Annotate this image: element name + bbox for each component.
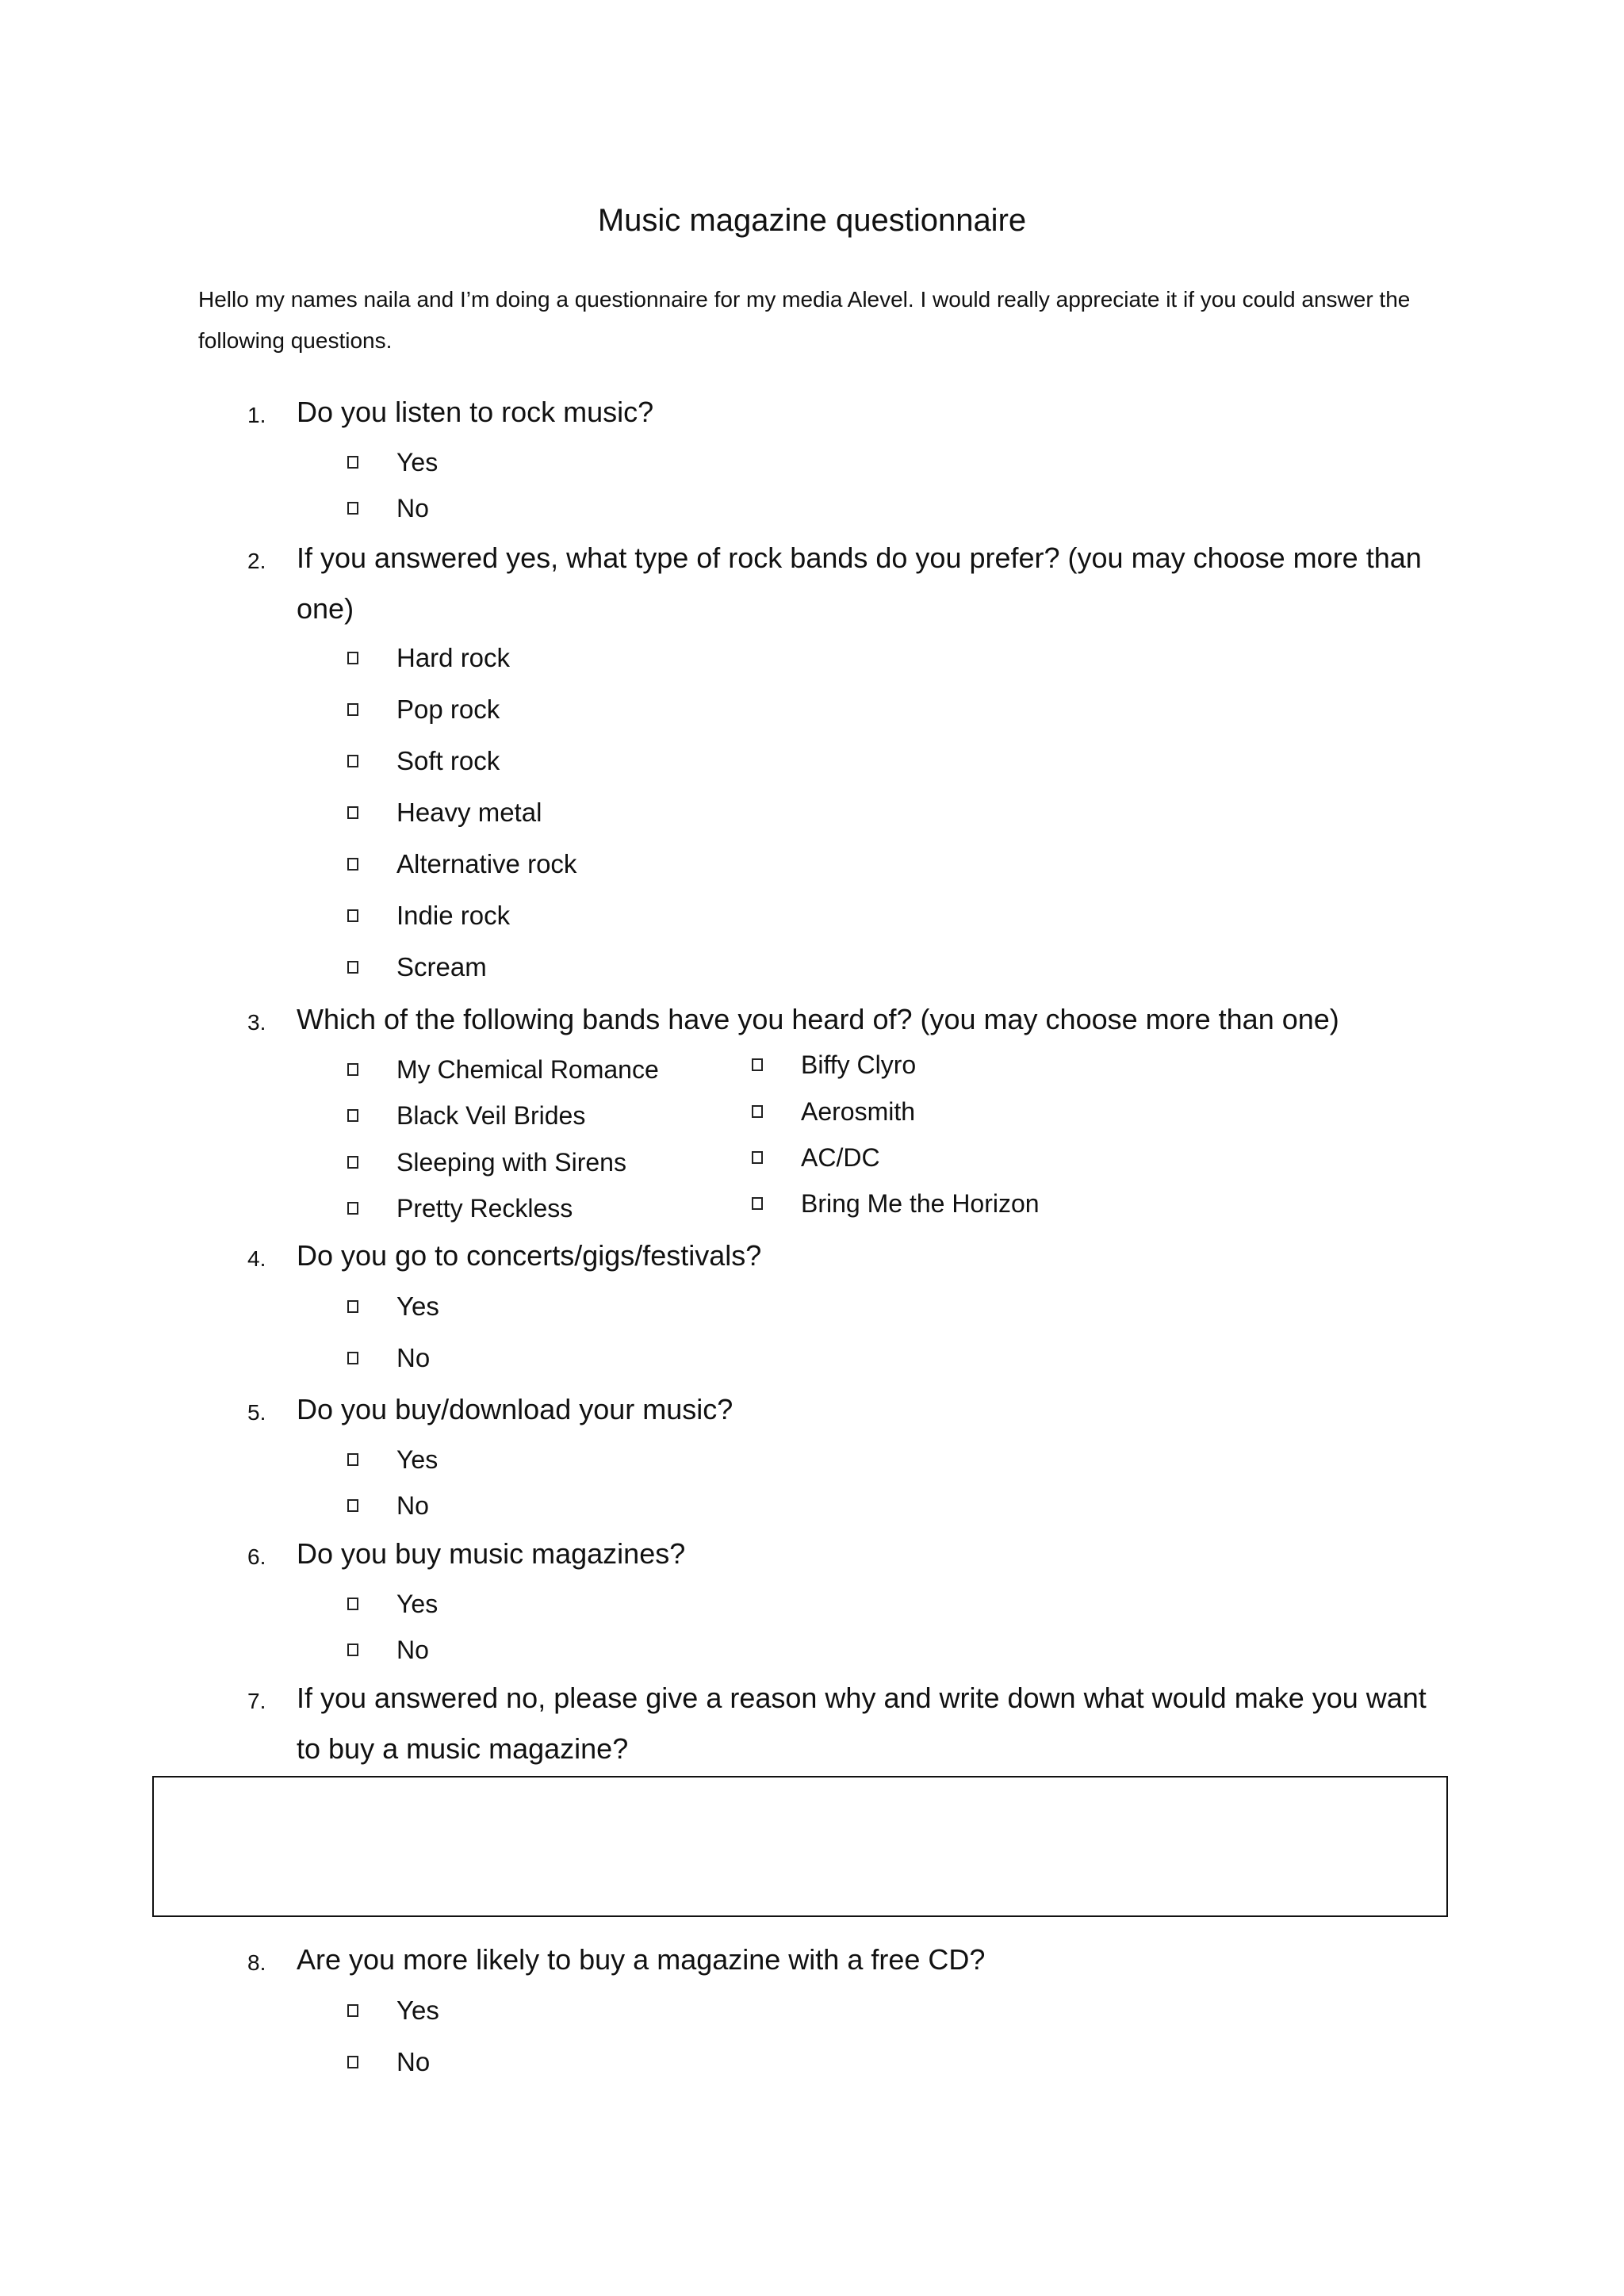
question-number: 1. — [247, 403, 266, 427]
option-label: Pretty Reckless — [396, 1194, 573, 1223]
option-label: Pop rock — [396, 695, 500, 724]
answer-text-box[interactable] — [152, 1776, 1448, 1917]
option-label: Alternative rock — [396, 849, 577, 878]
option-label: Yes — [396, 448, 439, 476]
page-title: Music magazine questionnaire — [597, 203, 1027, 238]
option-label: Indie rock — [396, 901, 511, 930]
option-label: Hard rock — [396, 643, 511, 672]
checkbox-icon[interactable] — [347, 703, 358, 716]
option-label: AC/DC — [801, 1143, 880, 1172]
checkbox-icon[interactable] — [752, 1151, 763, 1164]
checkbox-icon[interactable] — [752, 1058, 763, 1071]
checkbox-icon[interactable] — [752, 1197, 763, 1210]
checkbox-icon[interactable] — [347, 961, 358, 974]
question-text: Do you listen to rock music? — [297, 396, 654, 428]
option-label: Bring Me the Horizon — [801, 1189, 1040, 1218]
checkbox-icon[interactable] — [347, 2004, 358, 2017]
option-label: Soft rock — [396, 746, 500, 775]
question-number: 6. — [247, 1544, 266, 1569]
question-text: Which of the following bands have you heard of? (you may choose more than one) — [297, 1003, 1339, 1035]
question-text: Do you buy/download your music? — [297, 1393, 733, 1425]
checkbox-icon[interactable] — [347, 1109, 358, 1122]
question-number: 3. — [247, 1010, 266, 1035]
question-text: If you answered yes, what type of rock bands do you prefer? (you may choose more than one) — [297, 541, 1422, 625]
question-number: 7. — [247, 1689, 266, 1713]
option-label: Scream — [396, 952, 487, 982]
checkbox-icon[interactable] — [347, 2056, 358, 2068]
checkbox-icon[interactable] — [347, 1300, 358, 1313]
checkbox-icon[interactable] — [347, 1063, 358, 1076]
question-text: If you answered no, please give a reason why and write down what would make you want to buy a music magazine? — [297, 1682, 1427, 1765]
option-label: Biffy Clyro — [801, 1050, 917, 1079]
option-label: No — [396, 1636, 429, 1664]
checkbox-icon[interactable] — [347, 1499, 358, 1512]
option-label: Yes — [396, 1445, 439, 1474]
question-text: Do you buy music magazines? — [297, 1537, 686, 1570]
question-number: 4. — [247, 1246, 266, 1271]
question-text: Do you go to concerts/gigs/festivals? — [297, 1239, 762, 1272]
checkbox-icon[interactable] — [347, 652, 358, 664]
option-label: No — [396, 494, 429, 522]
option-label: Sleeping with Sirens — [396, 1148, 626, 1177]
question-number: 2. — [247, 549, 266, 573]
question-text: Are you more likely to buy a magazine with a free CD? — [297, 1943, 986, 1976]
checkbox-icon[interactable] — [347, 858, 358, 871]
checkbox-icon[interactable] — [347, 755, 358, 767]
option-label: Yes — [396, 1996, 439, 2025]
checkbox-icon[interactable] — [347, 1453, 358, 1466]
checkbox-icon[interactable] — [347, 909, 358, 922]
option-label: Aerosmith — [801, 1097, 916, 1126]
option-label: Black Veil Brides — [396, 1101, 586, 1130]
checkbox-icon[interactable] — [347, 806, 358, 819]
checkbox-icon[interactable] — [347, 456, 358, 469]
option-label: Heavy metal — [396, 798, 542, 827]
checkbox-icon[interactable] — [347, 1202, 358, 1215]
option-label: No — [396, 2047, 431, 2076]
option-label: No — [396, 1343, 431, 1372]
question-number: 5. — [247, 1400, 266, 1425]
option-label: Yes — [396, 1590, 439, 1618]
option-label: My Chemical Romance — [396, 1055, 659, 1084]
checkbox-icon[interactable] — [752, 1105, 763, 1118]
question-number: 8. — [247, 1950, 266, 1975]
checkbox-icon[interactable] — [347, 1352, 358, 1364]
checkbox-icon[interactable] — [347, 1156, 358, 1169]
intro-text: Hello my names naila and I’m doing a questionnaire for my media Alevel. I would really appreciate it if you could answer the following questions. — [198, 287, 1411, 353]
option-label: Yes — [396, 1292, 439, 1321]
checkbox-icon[interactable] — [347, 1598, 358, 1610]
checkbox-icon[interactable] — [347, 502, 358, 515]
option-label: No — [396, 1491, 429, 1520]
checkbox-icon[interactable] — [347, 1644, 358, 1656]
